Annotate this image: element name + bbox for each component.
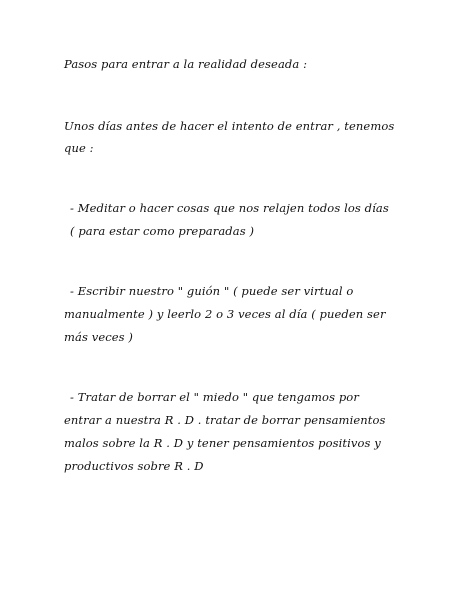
step-3-line-1: - Tratar de borrar el " miedo " que tengamos por — [70, 390, 359, 404]
step-2-line-3: más veces ) — [64, 330, 134, 344]
step-3-line-3: malos sobre la R . D y tener pensamientos positivos y — [64, 436, 381, 450]
step-3-line-2: entrar a nuestra R . D . tratar de borrar pensamientos — [64, 413, 386, 427]
step-1-line-1: - Meditar o hacer cosas que nos relajen todos los días — [70, 201, 389, 215]
step-1-line-2: ( para estar como preparadas ) — [70, 224, 255, 238]
step-3-line-4: productivos sobre R . D — [64, 459, 204, 473]
document-title: Pasos para entrar a la realidad deseada : — [64, 57, 308, 71]
intro-line-2: que : — [64, 141, 94, 155]
intro-line-1: Unos días antes de hacer el intento de entrar , tenemos — [64, 119, 395, 133]
step-2-line-1: - Escribir nuestro " guión " ( puede ser virtual o — [70, 284, 354, 298]
step-2-line-2: manualmente ) y leerlo 2 o 3 veces al día ( pueden ser — [64, 307, 386, 321]
